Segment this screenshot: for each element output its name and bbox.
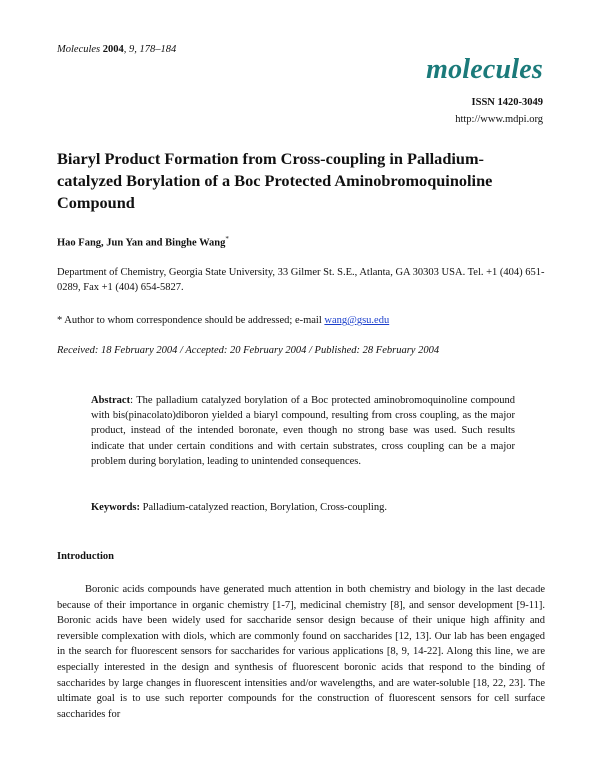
journal-pages: , 178–184 [134,44,177,55]
journal-volume: 9 [129,44,135,55]
introduction-paragraph: Boronic acids compounds have generated much attention in both chemistry and biology in the last decade because of their importance in organic chemistry [1-7], medicinal chemistry [8], and sensor development [9-11]. Boronic acids have been widely used for saccharide sensor design because of their unique high affinity and reversible complexation with diols, which are commonly found on saccharides [12, 13]. Our lab has been engaged in the search for fluorescent sensors for saccharides for various applications [8, 9, 14-22]. Along this line, we are especially interested in the design and synthesis of fluorescent boronic acids that respond to the binding of saccharides by large changes in fluorescent intensities and/or wavelengths, and are water-soluble [18, 22, 23]. The ultimate goal is to use such reporter compounds for the construction of fluorescent sensors for cell surface saccharides for [57,584,545,720]
abstract-label: Abstract [91,395,131,406]
affiliation: Department of Chemistry, Georgia State University, 33 Gilmer St. S.E., Atlanta, GA 30303 USA. Tel. +1 (404) 651-0289, Fax +1 (404) 654-5827. [57,267,545,293]
journal-url[interactable]: http://www.mdpi.org [455,114,543,125]
corresponding-author-mark: * [225,235,229,243]
correspondence-note [57,313,547,328]
abstract-text: : The palladium catalyzed borylation of a Boc protected aminobromoquinoline compound with bis(pinacolato)diboron yielded a biaryl compound, resulting from cross coupling, as the major product, instead of the intended boronate, even though no strong base was used. Such results indicate that under certain conditions and with certain substrates, cross coupling can be a major problem during borylation, leading to unintended consequences. [91,395,515,467]
article-title: Biaryl Product Formation from Cross-coupling in Palladium-catalyzed Borylation of a Boc Protected Aminobromoquinoline Compound [57,149,493,212]
abstract [91,393,515,469]
publication-dates: Received: 18 February 2004 / Accepted: 20 February 2004 / Published: 28 February 2004 [57,345,440,356]
journal-logo: molecules [426,54,543,85]
email-link[interactable]: wang@gsu.edu [324,315,390,326]
section-heading-introduction: Introduction [57,551,114,562]
journal-name: Molecules [57,44,101,55]
journal-citation: Molecules 2004, 9, 178–184 [57,44,177,55]
keywords-label: Keywords: [91,502,140,513]
issn: ISSN 1420-3049 [471,97,543,108]
keywords-text: Palladium-catalyzed reaction, Borylation, Cross-coupling. [140,502,387,513]
author-list [57,235,229,249]
correspondence-text: * Author to whom correspondence should be addressed; e-mail [57,315,325,326]
authors-names: Hao Fang, Jun Yan and Binghe Wang [57,237,226,249]
keywords [91,502,515,513]
journal-year: 2004 [102,44,124,55]
